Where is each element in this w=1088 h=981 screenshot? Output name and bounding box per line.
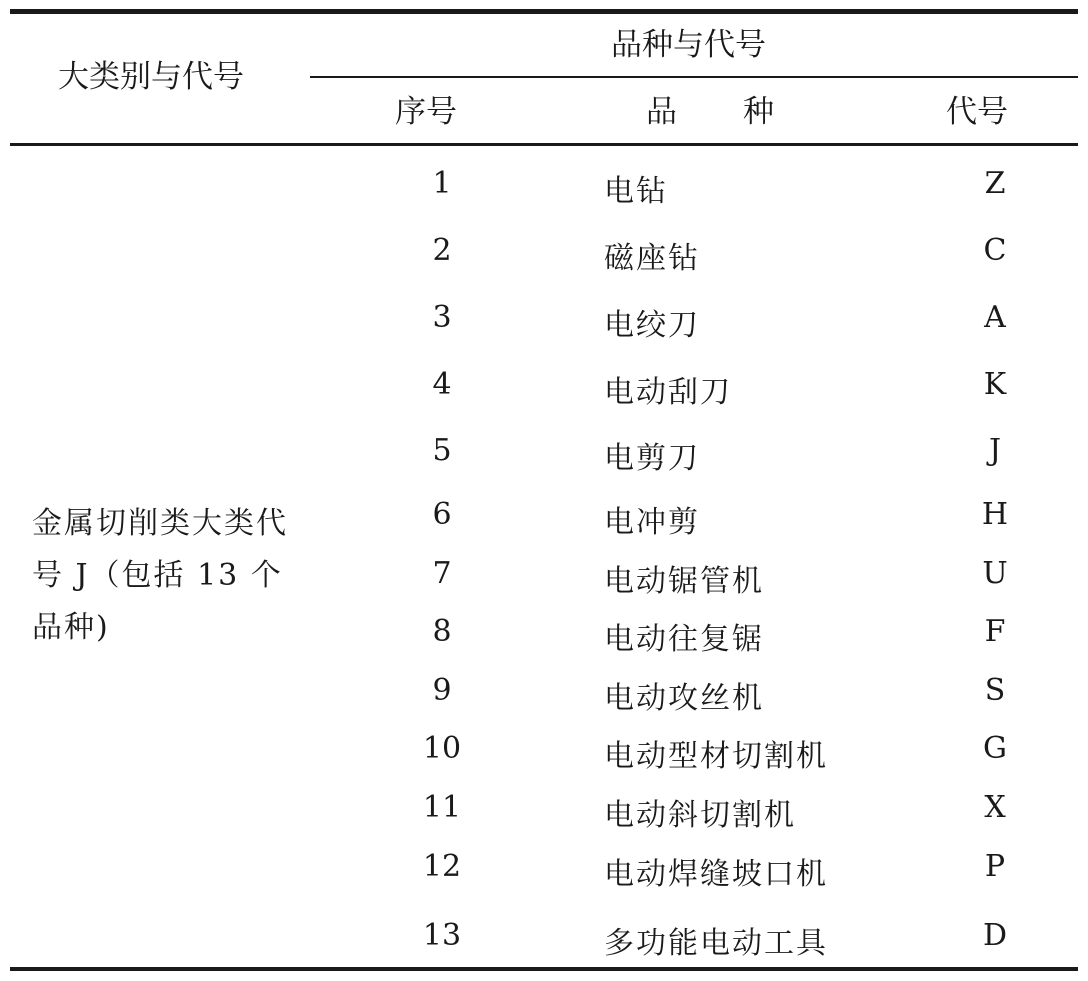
table-row (0, 300, 1088, 343)
row-sequence: 8 (432, 614, 452, 649)
table-row (0, 614, 1088, 657)
header-code: 代号 (946, 94, 1008, 130)
row-code: X (984, 790, 1006, 825)
table-row (0, 433, 1088, 476)
row-code: C (983, 233, 1007, 268)
row-variety-name: 电冲剪 (604, 505, 700, 540)
row-code: H (981, 497, 1009, 532)
table-row (0, 556, 1088, 599)
row-variety-name: 电剪刀 (604, 441, 700, 476)
row-sequence: 7 (432, 556, 452, 591)
row-code: D (982, 918, 1008, 953)
category-description: 金属切削类大类代号 J（包括 13 个品种) (32, 506, 288, 645)
row-variety-name: 电动刮刀 (604, 375, 732, 410)
row-sequence: 1 (432, 166, 452, 201)
row-variety-name: 电动锯管机 (604, 564, 764, 599)
row-code: U (982, 556, 1008, 591)
table-row (0, 497, 1088, 540)
table-row (0, 233, 1088, 276)
row-sequence: 5 (432, 433, 452, 468)
table-row (0, 790, 1088, 833)
row-code: F (984, 614, 1006, 649)
row-code: P (984, 849, 1006, 884)
table-row (0, 367, 1088, 410)
table-row (0, 918, 1088, 961)
table-row (0, 673, 1088, 716)
row-code: Z (984, 166, 1006, 201)
row-sequence: 11 (422, 790, 462, 825)
table-row (0, 731, 1088, 774)
row-variety-name: 电动攻丝机 (604, 681, 764, 716)
row-variety-name: 电动型材切割机 (604, 739, 828, 774)
row-code: K (983, 367, 1007, 402)
row-sequence: 10 (422, 731, 462, 766)
row-sequence: 3 (432, 300, 452, 335)
row-sequence: 12 (422, 849, 462, 884)
header-bottom-rule (10, 143, 1078, 146)
row-sequence: 6 (432, 497, 452, 532)
header-variety-part1: 品 (646, 94, 677, 130)
row-sequence: 9 (432, 673, 452, 708)
row-code: S (984, 673, 1006, 708)
row-variety-name: 磁座钻 (604, 241, 700, 276)
header-category: 大类别与代号 (58, 59, 244, 95)
table-top-rule (10, 9, 1078, 14)
row-variety-name: 电绞刀 (604, 308, 700, 343)
row-variety-name: 电动焊缝坡口机 (604, 857, 828, 892)
row-code: A (984, 300, 1006, 335)
header-variety-and-code: 品种与代号 (611, 27, 766, 63)
row-sequence: 2 (432, 233, 452, 268)
row-code: G (983, 731, 1007, 766)
table-bottom-rule (10, 967, 1078, 971)
row-sequence: 13 (422, 918, 462, 953)
row-sequence: 4 (432, 367, 452, 402)
row-code: J (988, 433, 1002, 468)
row-variety-name: 电钻 (604, 174, 668, 209)
table-row (0, 166, 1088, 209)
header-sequence: 序号 (395, 94, 457, 130)
header-variety (646, 94, 774, 130)
row-variety-name: 多功能电动工具 (604, 926, 828, 961)
table-row (0, 849, 1088, 892)
header-variety-part2: 种 (743, 94, 774, 130)
row-variety-name: 电动斜切割机 (604, 798, 796, 833)
row-variety-name: 电动往复锯 (604, 622, 764, 657)
header-divider-rule (310, 76, 1078, 78)
